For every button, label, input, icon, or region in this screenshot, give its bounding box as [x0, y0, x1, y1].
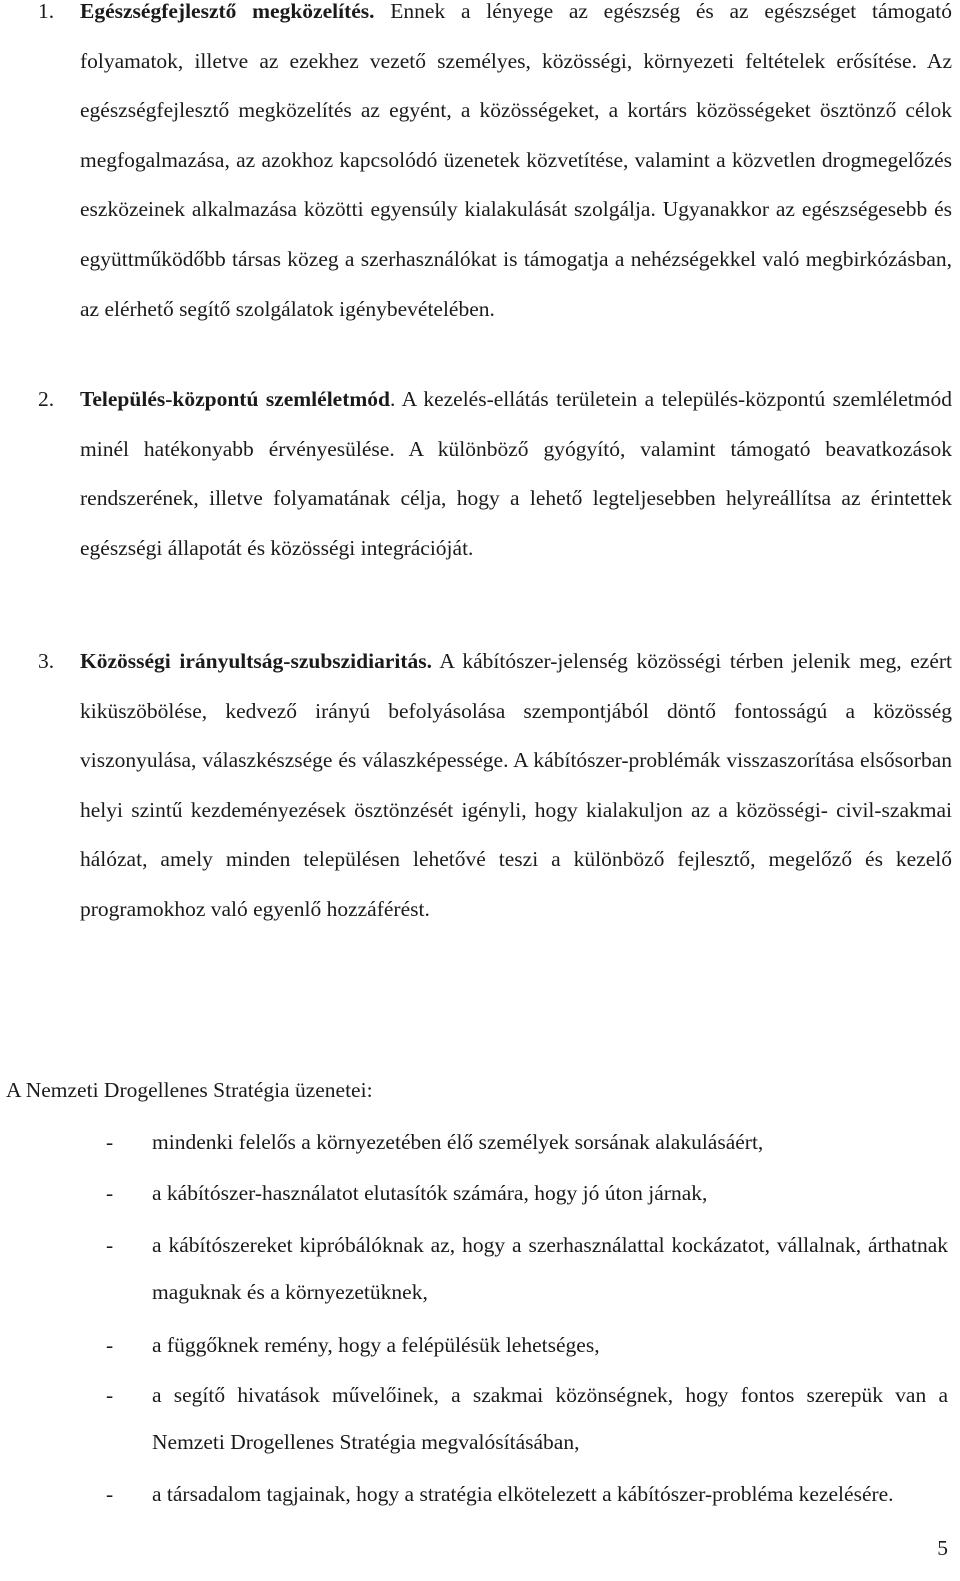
message-text: a függőknek remény, hogy a felépülésük lehetséges,: [152, 1333, 600, 1357]
list-dash: -: [106, 1130, 114, 1154]
message-item: [106, 1170, 948, 1217]
principle-text: A kábítószer-jelenség közösségi térben jelenik meg, ezért kiküszöbölése, kedvező irányú befolyásolása szempontjából döntő fontosságú a közösség viszonyulása, válaszkészsége és válaszképessége. A kábítószer-problémák visszaszorítása elsősorban helyi szintű kezdeményezések ösztönzését igényli, hogy kialakuljon az a közösségi- civil-szakmai hálózat, amely minden településen lehetővé teszi a különböző fejlesztő, megelőző és kezelő programokhoz való egyenlő hozzáférést.: [80, 649, 952, 921]
message-text: a segítő hivatások művelőinek, a szakmai közönségnek, hogy fontos szerepük van a Nemzeti Drogellenes Stratégia megvalósításában,: [152, 1383, 948, 1454]
message-item: [106, 1322, 948, 1369]
message-item: [106, 1471, 948, 1518]
principle-text: Ennek a lényege az egészség és az egészséget támogató folyamatok, illetve az ezekhez vezető személyes, közösségi, környezeti feltételek erősítése. Az egészségfejlesztő megközelítés az egyént, a közösségeket, a kortárs közösségeket ösztönző célok megfogalmazása, az azokhoz kapcsolódó üzenetek közvetítése, valamint a közvetlen drogmegelőzés eszközeinek alkalmazása közötti egyensúly kialakulását szolgálja. Ugyanakkor az egészségesebb és együttműködőbb társas közeg a szerhasználókat is támogatja a nehézségekkel való megbirkózásban, az elérhető segítő szolgálatok igénybevételében.: [80, 0, 953, 321]
message-text: a társadalom tagjainak, hogy a stratégia elkötelezett a kábítószer-probléma kezelésére.: [152, 1482, 894, 1506]
message-item: [106, 1119, 948, 1166]
list-dash: -: [106, 1233, 114, 1257]
principle-text: . A kezelés-ellátás területein a település-központú szemléletmód minél hatékonyabb érvényesülése. A különböző gyógyító, valamint támogató beavatkozások rendszerének, illetve folyamatának célja, hogy a lehető legteljesebben helyreállítsa az érintettek egészségi állapotát és közösségi integrációját.: [80, 387, 952, 560]
list-number: 3.: [38, 649, 55, 673]
list-dash: -: [106, 1383, 114, 1407]
message-text: a kábítószereket kipróbálóknak az, hogy a szerhasználattal kockázatot, vállalnak, árthatnak maguknak és a környezetüknek,: [152, 1233, 948, 1304]
list-dash: -: [106, 1181, 114, 1205]
principle-2: [38, 375, 952, 573]
list-dash: -: [106, 1333, 114, 1357]
principle-3: [38, 637, 952, 935]
page-number: 5: [937, 1536, 948, 1560]
list-number: 2.: [38, 387, 55, 411]
principle-heading: Közösségi irányultság-szubszidiaritás.: [80, 649, 433, 673]
list-dash: -: [106, 1482, 114, 1506]
principle-1: [38, 0, 953, 334]
principle-heading: Település-központú szemléletmód: [80, 387, 390, 411]
message-item: [106, 1222, 948, 1315]
message-text: a kábítószer-használatot elutasítók számára, hogy jó úton járnak,: [152, 1181, 708, 1205]
message-item: [106, 1372, 948, 1465]
message-text: mindenki felelős a környezetében élő személyek sorsának alakulásáért,: [152, 1130, 764, 1154]
messages-intro: A Nemzeti Drogellenes Stratégia üzenetei:: [6, 1078, 373, 1102]
list-number: 1.: [38, 0, 55, 23]
principle-heading: Egészségfejlesztő megközelítés.: [80, 0, 375, 23]
